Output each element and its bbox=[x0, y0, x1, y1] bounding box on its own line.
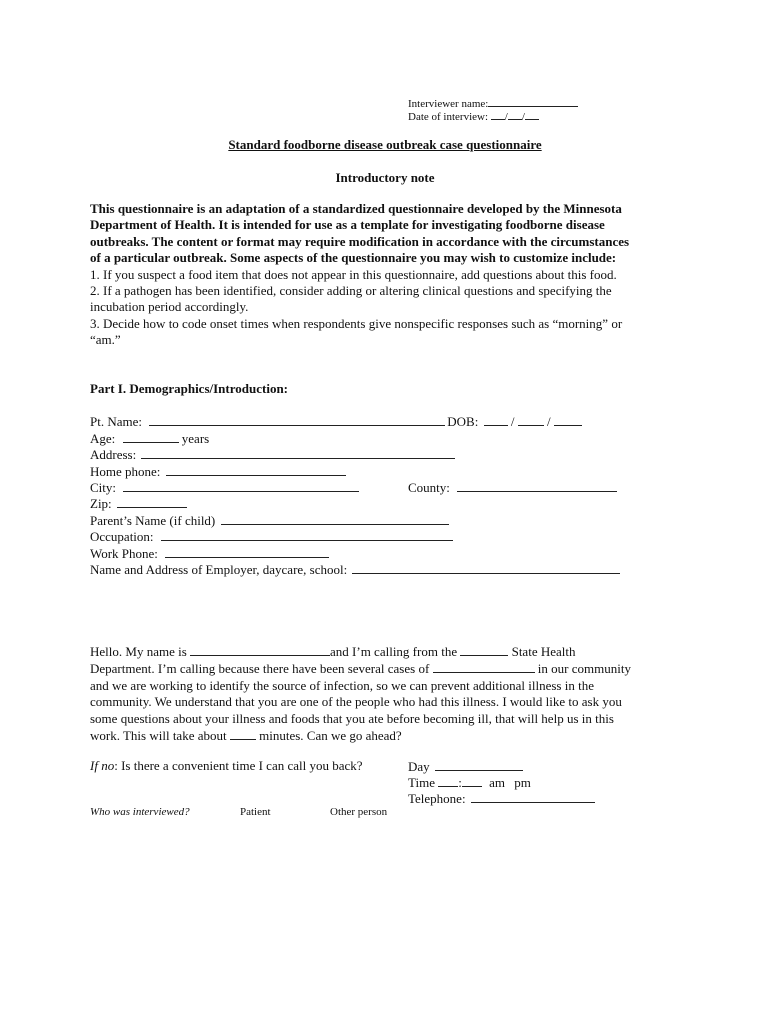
city-label: City: bbox=[90, 480, 117, 495]
intro-line: 2. If a pathogen has been identified, consider adding or altering clinical questions and specifying the bbox=[90, 283, 612, 299]
work-phone-label: Work Phone: bbox=[90, 546, 158, 561]
part1-heading: Part I. Demographics/Introduction: bbox=[90, 381, 289, 396]
interviewer-name-field[interactable] bbox=[488, 94, 578, 107]
interview-date-day-field[interactable] bbox=[508, 107, 522, 120]
intro-bold-line: outbreaks. The content or format may require modification in accordance with the circumstances bbox=[90, 233, 630, 249]
callback-telephone-row bbox=[408, 790, 595, 807]
time-colon: : bbox=[458, 775, 462, 790]
callback-minute-field[interactable] bbox=[462, 774, 482, 787]
callback-telephone-label: Telephone: bbox=[408, 791, 466, 806]
home-phone-row bbox=[90, 463, 346, 480]
callback-day-field[interactable] bbox=[435, 758, 523, 771]
interview-date-year-field[interactable] bbox=[525, 107, 539, 120]
document-title: Standard foodborne disease outbreak case questionnaire bbox=[228, 137, 542, 152]
home-phone-field[interactable] bbox=[166, 463, 346, 476]
script-line-5: some questions about your illness and foods that you ate before becoming ill, that will help us in this bbox=[90, 710, 614, 726]
intro-line: 1. If you suspect a food item that does not appear in this questionnaire, add questions about this food. bbox=[90, 266, 617, 282]
option-patient[interactable]: Patient bbox=[240, 806, 271, 818]
employer-label: Name and Address of Employer, daycare, school: bbox=[90, 562, 348, 577]
script-text: State Health bbox=[511, 644, 576, 659]
state-field[interactable] bbox=[460, 643, 508, 656]
if-no-label: If no bbox=[90, 758, 115, 773]
who-interviewed-label: Who was interviewed? bbox=[90, 806, 190, 818]
address-field[interactable] bbox=[141, 446, 455, 459]
callback-telephone-field[interactable] bbox=[471, 790, 595, 803]
pt-name-field[interactable] bbox=[149, 413, 445, 426]
script-text: and I’m calling from the bbox=[330, 644, 458, 659]
occupation-field[interactable] bbox=[161, 528, 453, 541]
script-line-6 bbox=[90, 727, 690, 744]
zip-row bbox=[90, 495, 187, 512]
parent-name-row bbox=[90, 512, 449, 529]
parent-name-label: Parent’s Name (if child) bbox=[90, 513, 216, 528]
dob-slash-2: / bbox=[546, 414, 551, 429]
age-field[interactable] bbox=[123, 430, 179, 443]
interview-date-row bbox=[408, 107, 539, 123]
dob-label: DOB: bbox=[447, 414, 479, 429]
callback-question-text: : Is there a convenient time I can call you back? bbox=[114, 758, 363, 773]
date-slash-1: / bbox=[504, 111, 508, 123]
intro-paragraph bbox=[90, 201, 690, 349]
city-row bbox=[90, 479, 359, 496]
intro-bold-line: Department of Health. It is intended for use as a template for investigating foodborne disease bbox=[90, 217, 605, 233]
script-text: Department. I’m calling because there have been several cases of bbox=[90, 661, 430, 677]
callback-question bbox=[90, 758, 363, 774]
occupation-row bbox=[90, 528, 453, 545]
option-other-person[interactable]: Other person bbox=[330, 806, 388, 818]
city-field[interactable] bbox=[123, 479, 359, 492]
callback-time-label: Time bbox=[408, 775, 435, 790]
county-row bbox=[408, 479, 617, 496]
county-field[interactable] bbox=[457, 479, 617, 492]
intro-bold-line: of a particular outbreak. Some aspects of the questionnaire you may wish to customize include: bbox=[90, 250, 617, 266]
intro-line: incubation period accordingly. bbox=[90, 299, 249, 315]
script-text: work. This will take about bbox=[90, 728, 227, 744]
address-label: Address: bbox=[90, 447, 137, 462]
intro-line: 3. Decide how to code onset times when respondents give nonspecific responses such as “morning” or bbox=[90, 315, 623, 331]
occupation-label: Occupation: bbox=[90, 529, 154, 544]
callback-time-row bbox=[408, 774, 531, 791]
age-years-label: years bbox=[181, 431, 210, 446]
dob-slash-1: / bbox=[510, 414, 515, 429]
county-label: County: bbox=[408, 480, 450, 495]
script-line-3: and we are working to identify the source of infection, so we can prevent additional illness in the bbox=[90, 677, 594, 693]
caller-name-field[interactable] bbox=[190, 643, 330, 656]
age-row bbox=[90, 430, 209, 447]
pt-name-row bbox=[90, 413, 582, 430]
work-phone-row bbox=[90, 545, 329, 562]
callback-day-row bbox=[408, 758, 523, 775]
am-option[interactable]: am bbox=[489, 775, 505, 790]
intro-heading: Introductory note bbox=[335, 170, 435, 185]
intro-bold-line: This questionnaire is an adaptation of a standardized questionnaire developed by the Minnesota bbox=[90, 201, 622, 216]
employer-row bbox=[90, 561, 620, 578]
pt-name-label: Pt. Name: bbox=[90, 414, 142, 429]
dob-month-field[interactable] bbox=[484, 413, 508, 426]
zip-field[interactable] bbox=[117, 495, 187, 508]
work-phone-field[interactable] bbox=[165, 545, 329, 558]
age-label: Age: bbox=[90, 431, 116, 446]
script-line-4: community. We understand that you are one of the people who had this illness. I would like to ask you bbox=[90, 694, 622, 710]
minutes-field[interactable] bbox=[230, 727, 256, 740]
address-row bbox=[90, 446, 455, 463]
phone-script bbox=[90, 643, 690, 744]
intro-line: “am.” bbox=[90, 332, 121, 348]
date-slash-2: / bbox=[521, 111, 525, 123]
callback-day-label: Day bbox=[408, 759, 430, 774]
illness-field[interactable] bbox=[433, 660, 535, 673]
dob-day-field[interactable] bbox=[518, 413, 544, 426]
home-phone-label: Home phone: bbox=[90, 464, 161, 479]
script-text: in our community bbox=[537, 661, 631, 677]
interview-date-month-field[interactable] bbox=[491, 107, 505, 120]
parent-name-field[interactable] bbox=[221, 512, 449, 525]
script-text: Hello. My name is bbox=[90, 644, 187, 659]
script-line-2 bbox=[90, 660, 690, 677]
dob-year-field[interactable] bbox=[554, 413, 582, 426]
interviewer-name-label: Interviewer name: bbox=[408, 98, 489, 110]
callback-hour-field[interactable] bbox=[438, 774, 458, 787]
employer-field[interactable] bbox=[352, 561, 620, 574]
zip-label: Zip: bbox=[90, 496, 112, 511]
script-text: minutes. Can we go ahead? bbox=[259, 728, 402, 744]
interview-date-label: Date of interview: bbox=[408, 111, 489, 123]
script-line-1 bbox=[90, 643, 690, 660]
pm-option[interactable]: pm bbox=[514, 775, 531, 790]
